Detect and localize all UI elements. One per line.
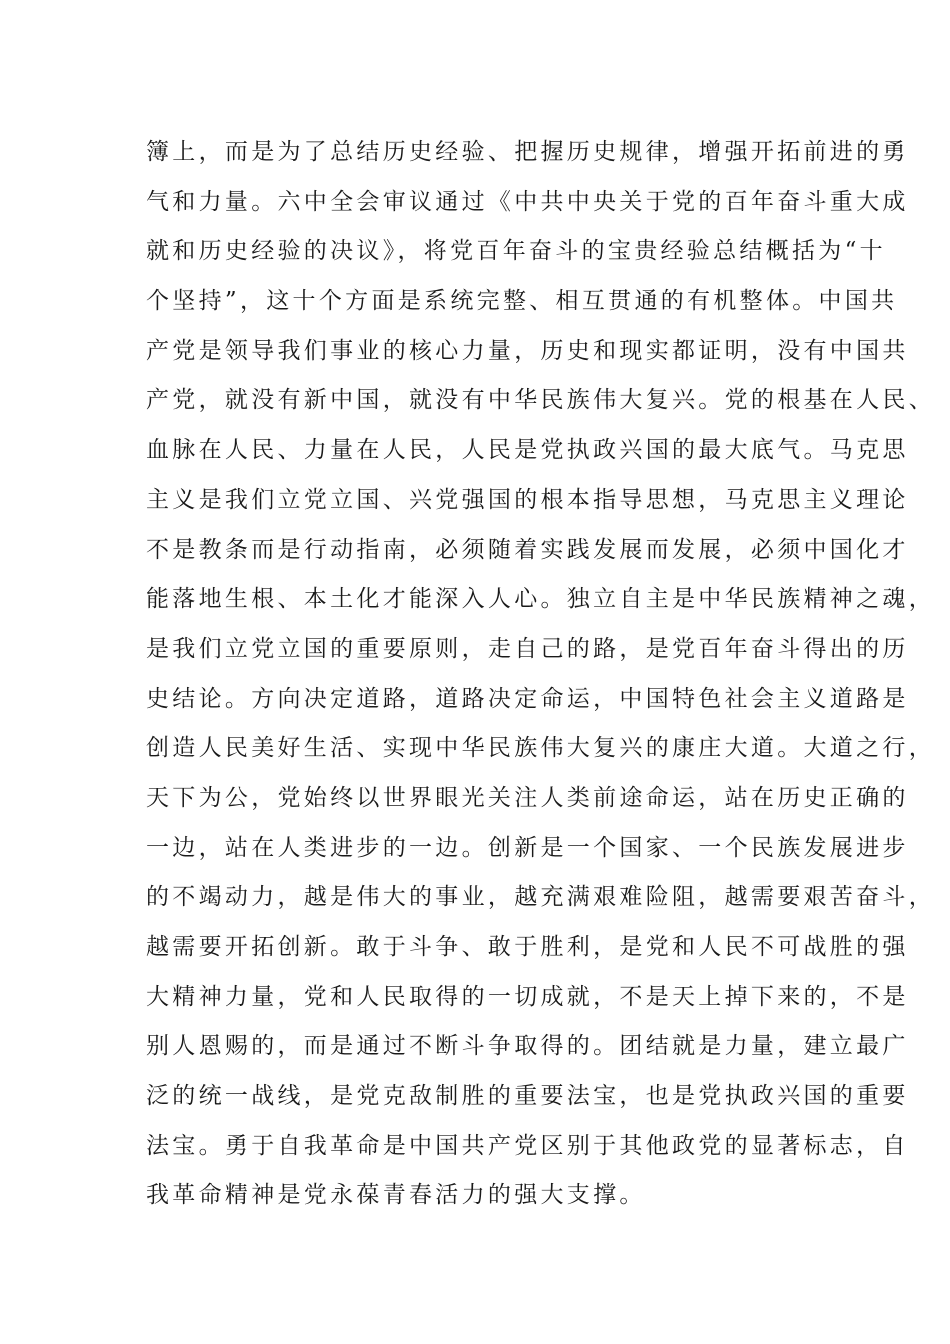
body-paragraph (146, 128, 935, 1221)
text-line: 簿上，而是为了总结历史经验、把握历史规律，增强开拓前进的勇 (146, 139, 909, 165)
text-line: 史结论。方向决定道路，道路决定命运，中国特色社会主义道路是 (146, 685, 909, 712)
text-line: 泛的统一战线，是党克敌制胜的重要法宝，也是党执政兴国的重要 (146, 1083, 909, 1110)
text-line: 别人恩赐的，而是通过不断斗争取得的。团结就是力量，建立最广 (146, 1033, 909, 1060)
text-line: 产党是领导我们事业的核心力量，历史和现实都证明，没有中国共 (146, 337, 909, 364)
text-line: 血脉在人民、力量在人民，人民是党执政兴国的最大底气。马克思 (146, 437, 909, 464)
text-line: 法宝。勇于自我革命是中国共产党区别于其他政党的显著标志，自 (146, 1132, 909, 1159)
text-line: 个坚持”，这十个方面是系统完整、相互贯通的有机整体。中国共 (146, 288, 898, 315)
text-line: 我革命精神是党永葆青春活力的强大支撑。 (146, 1182, 646, 1209)
text-line: 天下为公，党始终以世界眼光关注人类前途命运，站在历史正确的 (146, 784, 909, 811)
text-line: 创造人民美好生活、实现中华民族伟大复兴的康庄大道。大道之行， (146, 735, 935, 762)
text-line: 不是教条而是行动指南，必须随着实践发展而发展，必须中国化才 (146, 536, 909, 563)
text-line: 越需要开拓创新。敢于斗争、敢于胜利，是党和人民不可战胜的强 (146, 934, 909, 960)
text-line: 气和力量。六中全会审议通过《中共中央关于党的百年奋斗重大成 (146, 188, 909, 215)
text-line: 能落地生根、本土化才能深入人心。独立自主是中华民族精神之魂， (146, 586, 935, 613)
text-line: 大精神力量，党和人民取得的一切成就，不是天上掉下来的，不是 (146, 983, 909, 1010)
text-line: 一边，站在人类进步的一边。创新是一个国家、一个民族发展进步 (146, 834, 909, 861)
text-line: 是我们立党立国的重要原则，走自己的路，是党百年奋斗得出的历 (146, 635, 909, 662)
text-line: 的不竭动力，越是伟大的事业，越充满艰难险阻，越需要艰苦奋斗， (146, 884, 935, 911)
text-line: 就和历史经验的决议》，将党百年奋斗的宝贵经验总结概括为“十 (146, 238, 886, 265)
text-line: 产党，就没有新中国，就没有中华民族伟大复兴。党的根基在人民、 (146, 387, 935, 414)
text-line: 主义是我们立党立国、兴党强国的根本指导思想，马克思主义理论 (146, 486, 909, 513)
